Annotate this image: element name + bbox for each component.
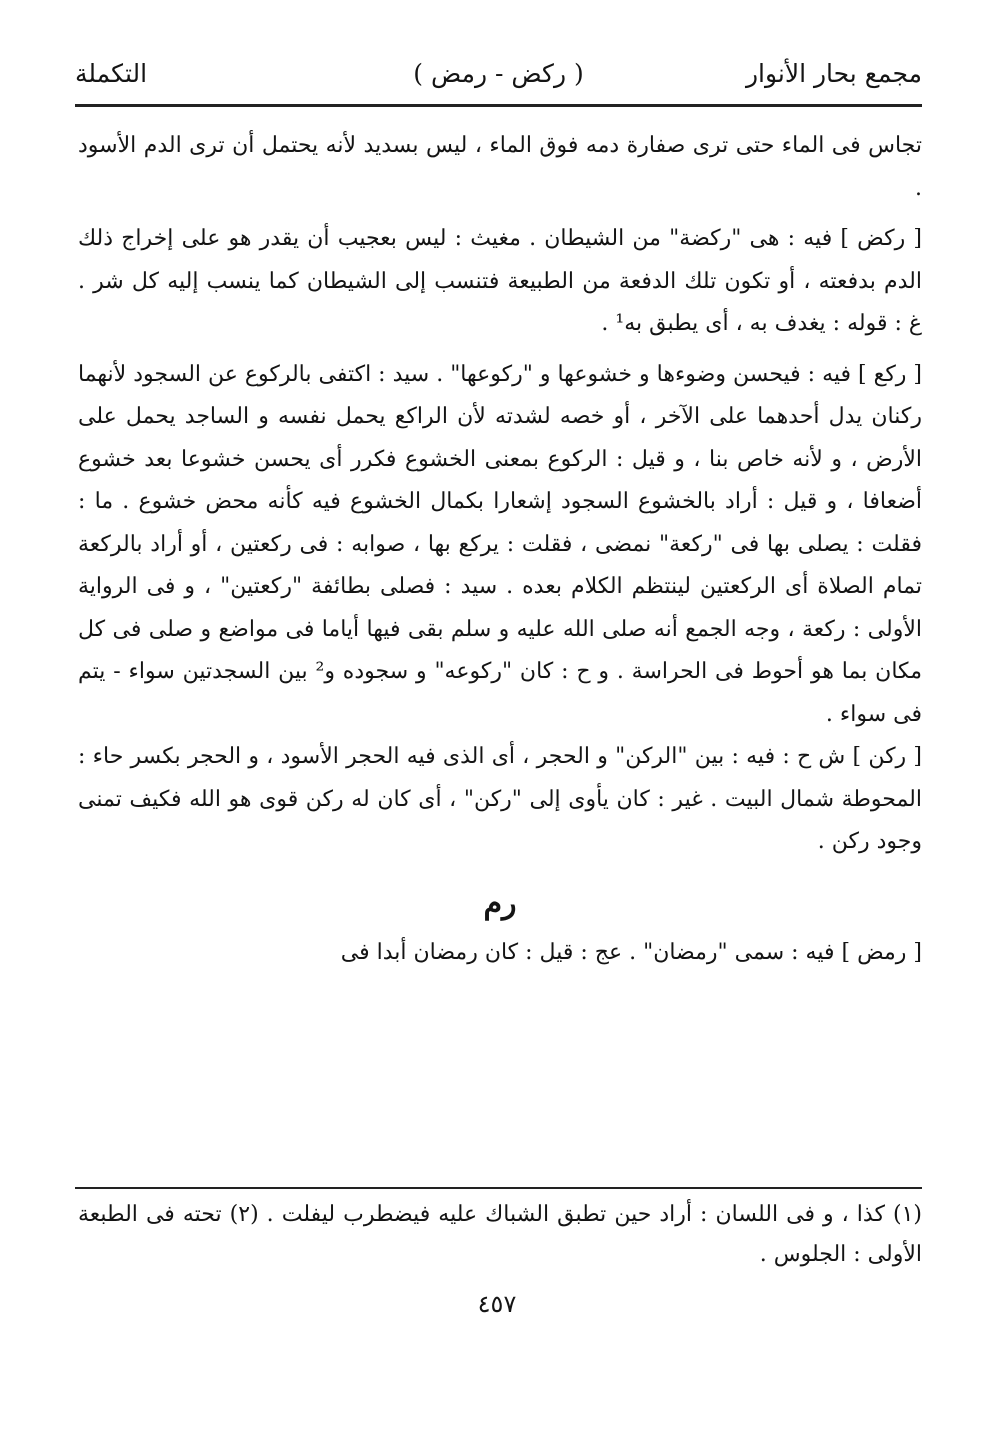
footnote-divider <box>75 1187 922 1189</box>
main-text <box>78 125 922 974</box>
header-divider <box>75 104 922 107</box>
book-title: مجمع بحار الأنوار <box>745 59 922 88</box>
entry-raka: [ ركع ] فيه : فيحسن وضوءها و خشوعها و "ركوعها" . سيد : اكتفى بالركوع عن السجود لأنهما ركنان يدل أحدهما على الآخر ، أو خصه لشدته لأن الراكع يحمل نفسه و الساجد يحمل على الأرض ، و لأنه خاص بنا ، و قيل : الركوع بمعنى الخشوع فكرر أى يحسن خشوعا بعد خشوع أضعافا ، و قيل : أراد بالخشوع السجود إشعارا بكمال الخشوع فيه كأنه محض خشوع . ما : فقلت : يصلى بها فى "ركعة" نمضى ، فقلت : يركع بها ، صوابه : فى ركعتين ، أو أراد بالركعة تمام الصلاة أى الركعتين لينتظم الكلام بعده . سيد : فصلى بطائفة "ركعتين" ، و فى الرواية الأولى : ركعة ، وجه الجمع أنه صلى الله عليه و سلم بقى فيها أياما فى مواضع و صلى فى كل مكان بما هو أحوط فى الحراسة . و ح : كان "ركوعه" و سجوده و² بين السجدتين سواء - يتم فى سواء . <box>77 361 922 727</box>
footnote-text: (١) كذا ، و فى اللسان : أراد حين تطبق الشباك عليه فيضطرب ليفلت . (٢) تحته فى الطبعة الأولى : الجلوس . <box>78 1202 922 1267</box>
entry-ramad: [ رمض ] فيه : سمى "رمضان" . عج : قيل : كان رمضان أبدا فى <box>340 939 922 965</box>
entry-rakd: [ ركض ] فيه : هى "ركضة" من الشيطان . مغيث : ليس بعجيب أن يقدر هو على إخراج ذلك الدم بدفعته ، أو تكون تلك الدفعة من الطبيعة فتنسب إلى الشيطان كما ينسب إليه كل شر . غ : قوله : يغدف به ، أى يطبق به¹ . <box>78 226 922 336</box>
section-heading: رم <box>483 885 517 921</box>
footnotes <box>78 1195 922 1275</box>
entry-range: ( ركض - رمض ) <box>413 59 584 88</box>
entry-rukn: [ ركن ] ش ح : فيه : بين "الركن" و الحجر ، أى الذى فيه الحجر الأسود ، و الحجر بكسر حاء : المحوطة شمال البيت . غير : كان يأوى إلى "ركن" ، أى كان له ركن قوى هو الله فكيف تمنى وجود ركن . <box>78 744 922 854</box>
paragraph: تجاس فى الماء حتى ترى صفارة دمه فوق الماء ، ليس بسديد لأنه يحتمل أن ترى الدم الأسود . <box>78 133 922 201</box>
section-label: التكملة <box>75 59 148 88</box>
running-header <box>75 52 922 96</box>
page-number: ٤٥٧ <box>477 1290 517 1318</box>
